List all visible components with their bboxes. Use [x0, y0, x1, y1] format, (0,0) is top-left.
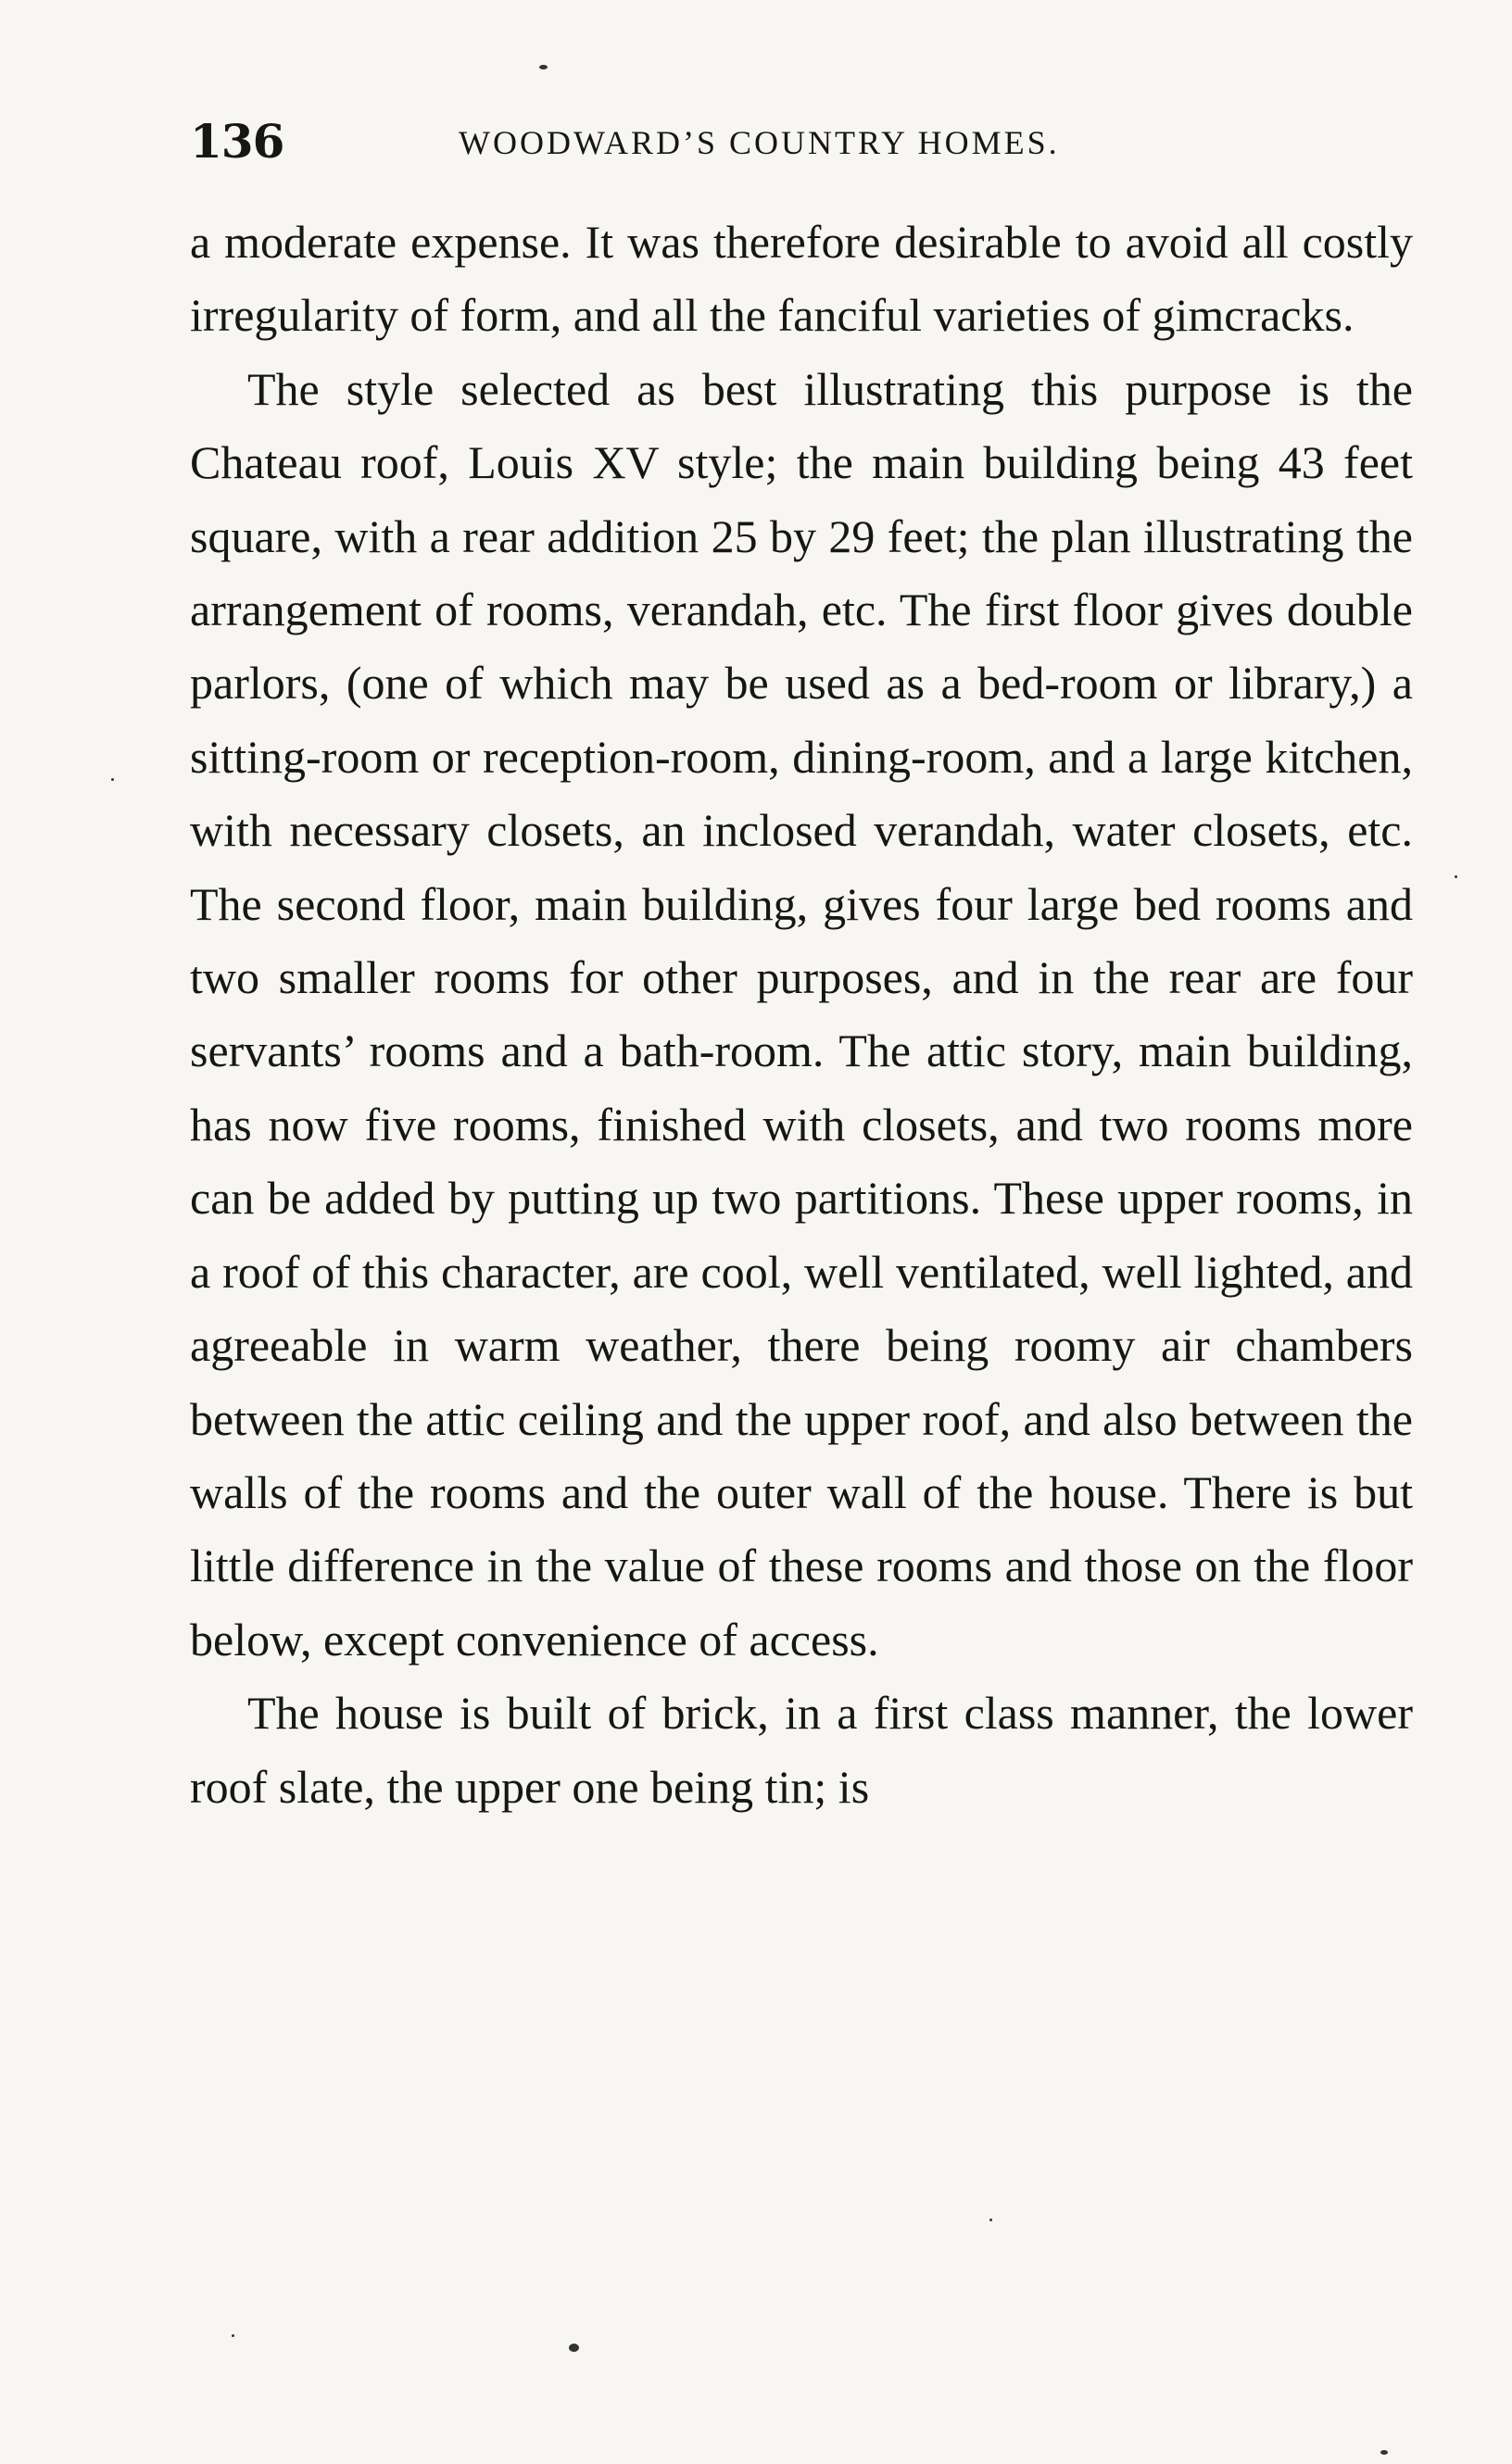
running-title: WOODWARD’S COUNTRY HOMES. — [459, 124, 1060, 161]
paper-speck — [1380, 2450, 1388, 2455]
page-header — [190, 109, 1418, 174]
paragraph-3: The house is built of brick, in a first class manner, the lower roof slate, the upper one being tin; is — [190, 1687, 1413, 1813]
paper-speck — [569, 2344, 579, 2352]
paragraph-1: a moderate expense. It was therefore desirable to avoid all costly irregularity of form, and all the fanciful varieties of gimcracks. — [190, 216, 1413, 342]
paper-speck — [232, 2334, 234, 2337]
body-text — [190, 206, 1413, 1824]
paper-speck — [1455, 875, 1457, 878]
paper-speck — [111, 778, 114, 781]
paper-speck — [989, 2219, 992, 2221]
page-number: 136 — [190, 114, 284, 169]
paper-speck — [539, 65, 548, 69]
paragraph-2: The style selected as best illustrating this purpose is the Chateau roof, Louis XV style; the main building being 43 feet square, with a rear addition 25 by 29 feet; the plan illustrating the arrangement of rooms, verandah, etc. The first floor gives double parlors, (one of which may be used as a bed-room or library,) a sitting-room or reception-room, dining-room, and a large kitchen, with necessary closets, an inclosed verandah, water closets, etc. The second floor, main building, gives four large bed rooms and two smaller rooms for other purposes, and in the rear are four servants’ rooms and a bath-room. The attic story, main building, has now five rooms, finished with closets, and two rooms more can be added by putting up two partitions. These upper rooms, in a roof of this character, are cool, well ventilated, well lighted, and agreeable in warm weather, there being roomy air chambers between the attic ceiling and the upper roof, and also between the walls of the rooms and the outer wall of the house. There is but little difference in the value of these rooms and those on the floor below, except convenience of access. — [190, 362, 1413, 1666]
